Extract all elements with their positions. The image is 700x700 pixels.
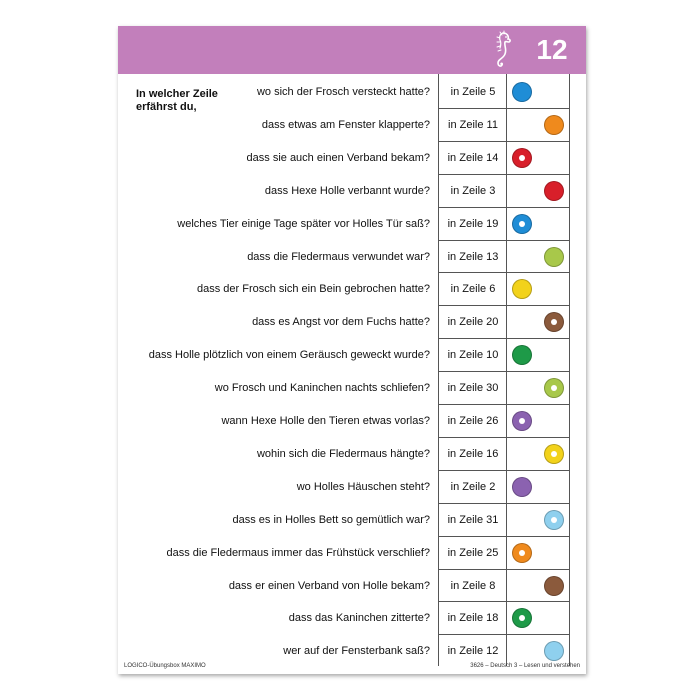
answer-line: in Zeile 30 [447, 382, 499, 395]
answer-line: in Zeile 11 [448, 118, 498, 131]
question-row [118, 272, 586, 307]
color-ring-marker [512, 214, 532, 234]
color-ring-marker [512, 411, 532, 431]
color-ring-marker [512, 148, 532, 168]
question-row [118, 569, 586, 604]
answer-line: in Zeile 13 [447, 250, 499, 263]
answer-line: in Zeile 10 [447, 349, 499, 362]
grid-line [438, 503, 570, 504]
question-text: dass etwas am Fenster klapperte? [261, 118, 430, 131]
question-text: welches Tier einige Tage später vor Holles Tür saß? [177, 217, 430, 230]
answer-line: in Zeile 18 [447, 612, 499, 625]
grid-line [438, 174, 570, 175]
grid-line [438, 569, 570, 570]
footer-left: LOGICO-Übungsbox MAXIMO [124, 663, 206, 669]
color-ring-marker [544, 510, 564, 530]
exercise-card [118, 26, 586, 674]
color-dot-marker [512, 345, 532, 365]
grid-line [438, 207, 570, 208]
question-row [118, 207, 586, 242]
question-row [118, 240, 586, 275]
answer-line: in Zeile 2 [450, 480, 496, 493]
grid-line [438, 437, 570, 438]
answer-line: in Zeile 20 [447, 316, 499, 329]
card-header [118, 26, 586, 74]
question-text: dass es Angst vor dem Fuchs hatte? [252, 316, 430, 329]
question-text: wann Hexe Holle den Tieren etwas vorlas? [221, 415, 430, 427]
question-row [118, 174, 586, 209]
color-dot-marker [544, 641, 564, 661]
grid-line [438, 240, 570, 241]
question-row [118, 305, 586, 340]
grid-line [438, 371, 570, 372]
question-row [118, 75, 586, 110]
answer-line: in Zeile 19 [447, 217, 499, 230]
color-ring-marker [544, 312, 564, 332]
question-text: dass die Fledermaus immer das Frühstück verschlief? [166, 546, 430, 559]
question-text: dass der Frosch sich ein Bein gebrochen hatte? [197, 283, 430, 296]
answer-line: in Zeile 16 [447, 447, 499, 460]
grid-line [438, 141, 570, 142]
question-text: dass er einen Verband von Holle bekam? [228, 579, 430, 592]
intro-line-1: In welcher Zeile [136, 88, 218, 100]
color-ring-marker [544, 378, 564, 398]
question-row [118, 437, 586, 472]
question-text: wo Holles Häuschen steht? [296, 480, 430, 493]
grid-line [438, 338, 570, 339]
color-dot-marker [544, 247, 564, 267]
answer-line: in Zeile 14 [447, 151, 499, 164]
color-dot-marker [512, 279, 532, 299]
question-text: wo sich der Frosch versteckt hatte? [256, 86, 430, 98]
answer-line: in Zeile 26 [447, 415, 499, 427]
color-dot-marker [544, 576, 564, 596]
grid-line [438, 305, 570, 306]
grid-line [438, 470, 570, 471]
answer-line: in Zeile 31 [447, 513, 499, 526]
grid-line [438, 272, 570, 273]
question-text: wohin sich die Fledermaus hängte? [256, 447, 430, 460]
answer-line: in Zeile 12 [447, 645, 499, 658]
answer-line: in Zeile 6 [450, 283, 496, 296]
question-text: dass sie auch einen Verband bekam? [246, 151, 430, 164]
color-ring-marker [512, 608, 532, 628]
intro-line-2: erfährst du, [136, 101, 197, 113]
question-row [118, 404, 586, 439]
answer-line: in Zeile 8 [450, 579, 496, 592]
question-row [118, 470, 586, 505]
question-text: wer auf der Fensterbank saß? [283, 645, 430, 658]
question-text: dass es in Holles Bett so gemütlich war? [232, 513, 430, 526]
question-row [118, 371, 586, 406]
grid-line [438, 108, 570, 109]
color-ring-marker [544, 444, 564, 464]
question-row [118, 536, 586, 571]
color-ring-marker [512, 543, 532, 563]
question-row [118, 141, 586, 176]
color-dot-marker [544, 115, 564, 135]
question-row [118, 338, 586, 373]
grid-line [438, 634, 570, 635]
question-row [118, 108, 586, 143]
grid-line [438, 404, 570, 405]
question-text: dass das Kaninchen zitterte? [288, 612, 430, 625]
question-text: wo Frosch und Kaninchen nachts schliefen? [214, 382, 430, 395]
grid-line [438, 601, 570, 602]
color-dot-marker [512, 82, 532, 102]
answer-line: in Zeile 25 [447, 546, 499, 559]
question-text: dass Hexe Holle verbannt wurde? [264, 184, 430, 197]
footer-right: 3626 – Deutsch 3 – Lesen und verstehen [470, 663, 580, 669]
answer-line: in Zeile 3 [450, 184, 496, 197]
color-dot-marker [512, 477, 532, 497]
question-row [118, 601, 586, 636]
grid-line [438, 536, 570, 537]
seahorse-icon [488, 30, 514, 70]
answer-line: in Zeile 5 [450, 86, 496, 98]
color-dot-marker [544, 181, 564, 201]
question-text: dass die Fledermaus verwundet war? [247, 250, 430, 263]
question-text: dass Holle plötzlich von einem Geräusch geweckt wurde? [148, 349, 430, 362]
card-number: 12 [536, 34, 568, 65]
question-row [118, 503, 586, 538]
